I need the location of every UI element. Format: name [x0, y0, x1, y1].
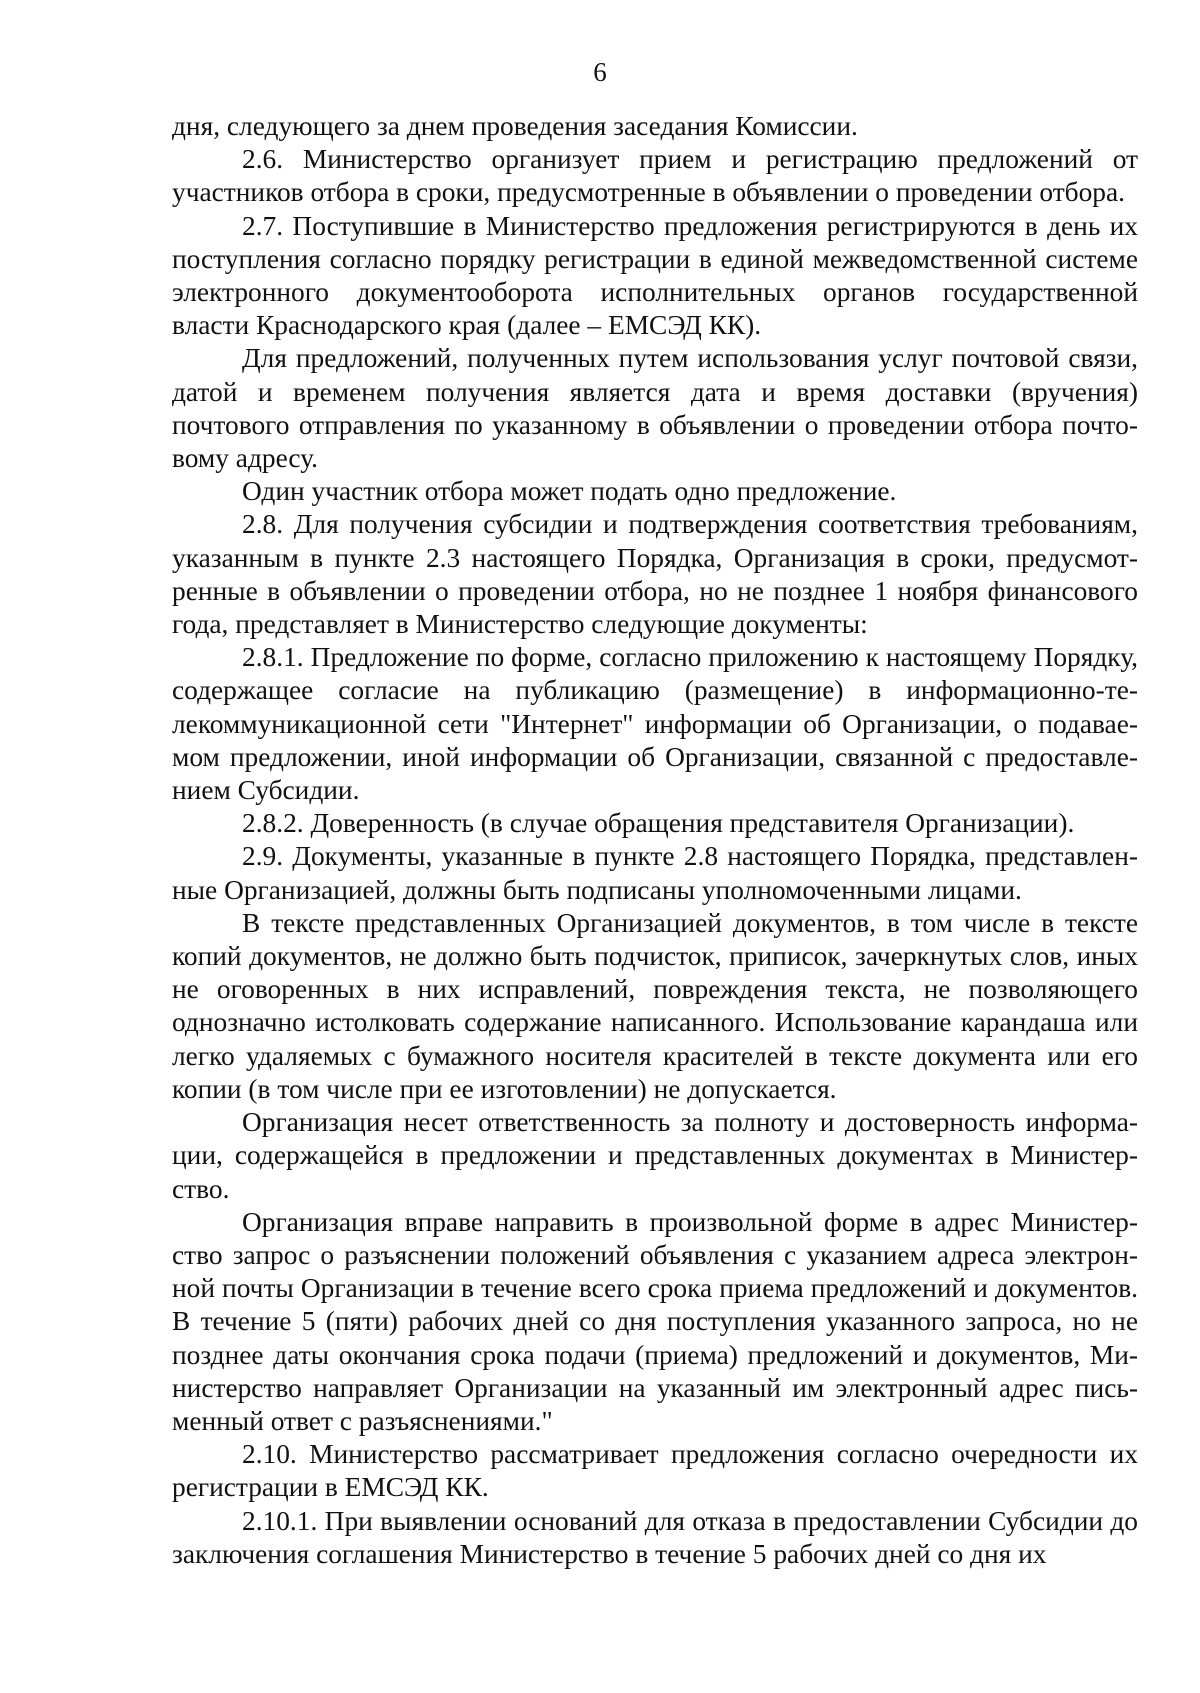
- paragraph: дня, следующего за днем проведения заседания Комиссии.: [172, 111, 858, 141]
- paragraph: 2.8.2. Доверенность (в случае обращения представителя Организации).: [242, 808, 1075, 839]
- paragraph: 2.10. Министерство рассматривает предложения согласно очередности их регистрации в ЕМСЭД КК.: [172, 1439, 1138, 1503]
- paragraph: В тексте представленных Организацией документов, в том числе в тексте копий документов, не должно быть подчисток, приписок, зачеркнутых слов, иных не оговоренных в них исправлений, повреждения текста, не позволяющего однозначно истолковать содержание написанного. Использование карандаша или легко удаляемых с бумажного носителя красителей в тексте документа или его копии (в том числе при ее изготовлении) не допускается.: [172, 907, 1138, 1104]
- page-number: 6: [593, 57, 607, 87]
- paragraph: 2.10.1. При выявлении оснований для отказа в предоставлении Субсидии до заключения соглашения Министерство в течение 5 рабочих дней со дня их: [172, 1505, 1138, 1569]
- paragraph: 2.7. Поступившие в Министерство предложения регистрируются в день их поступления согласно порядку регистрации в единой межведомственной системе электронного документооборота исполнительных органов государственной власти Краснодарского края (далее – ЕМСЭД КК).: [172, 210, 1138, 341]
- paragraph: 2.8. Для получения субсидии и подтверждения соответствия требованиям, указанным в пункте 2.3 настоящего Порядка, Организация в сроки, предусмотренные в объявлении о проведении отбора, но не позднее 1 ноября финансового года, представляет в Министерство следующие документы:: [172, 509, 1138, 640]
- paragraph: 2.6. Министерство организует прием и регистрацию предложений от участников отбора в сроки, предусмотренные в объявлении о проведении отбора.: [172, 144, 1138, 208]
- paragraph: 2.9. Документы, указанные в пункте 2.8 настоящего Порядка, представленные Организацией, должны быть подписаны уполномоченными лицами.: [172, 841, 1138, 905]
- paragraph: Один участник отбора может подать одно предложение.: [242, 476, 897, 507]
- paragraph: Организация вправе направить в произвольной форме в адрес Министерство запрос о разъяснении положений объявления с указанием адреса электронной почты Организации в течение всего срока приема предложений и документов. В течение 5 (пяти) рабочих дней со дня поступления указанного запроса, но не позднее даты окончания срока подачи (приема) предложений и документов, Министерство направляет Организации на указанный им электронный адрес письменный ответ с разъяснениями.": [172, 1206, 1138, 1436]
- paragraph: Организация несет ответственность за полноту и достоверность информации, содержащейся в предложении и представленных документах в Министерство.: [172, 1107, 1138, 1204]
- paragraph: Для предложений, полученных путем использования услуг почтовой связи, датой и временем получения является дата и время доставки (вручения) почтового отправления по указанному в объявлении о проведении отбора почтовому адресу.: [172, 343, 1138, 474]
- paragraph: 2.8.1. Предложение по форме, согласно приложению к настоящему Порядку, содержащее согласие на публикацию (размещение) в информационно-телекоммуникационной сети "Интернет" информации об Организации, о подаваемом предложении, иной информации об Организации, связанной с предоставлением Субсидии.: [172, 642, 1138, 806]
- document-body: [172, 110, 1138, 1571]
